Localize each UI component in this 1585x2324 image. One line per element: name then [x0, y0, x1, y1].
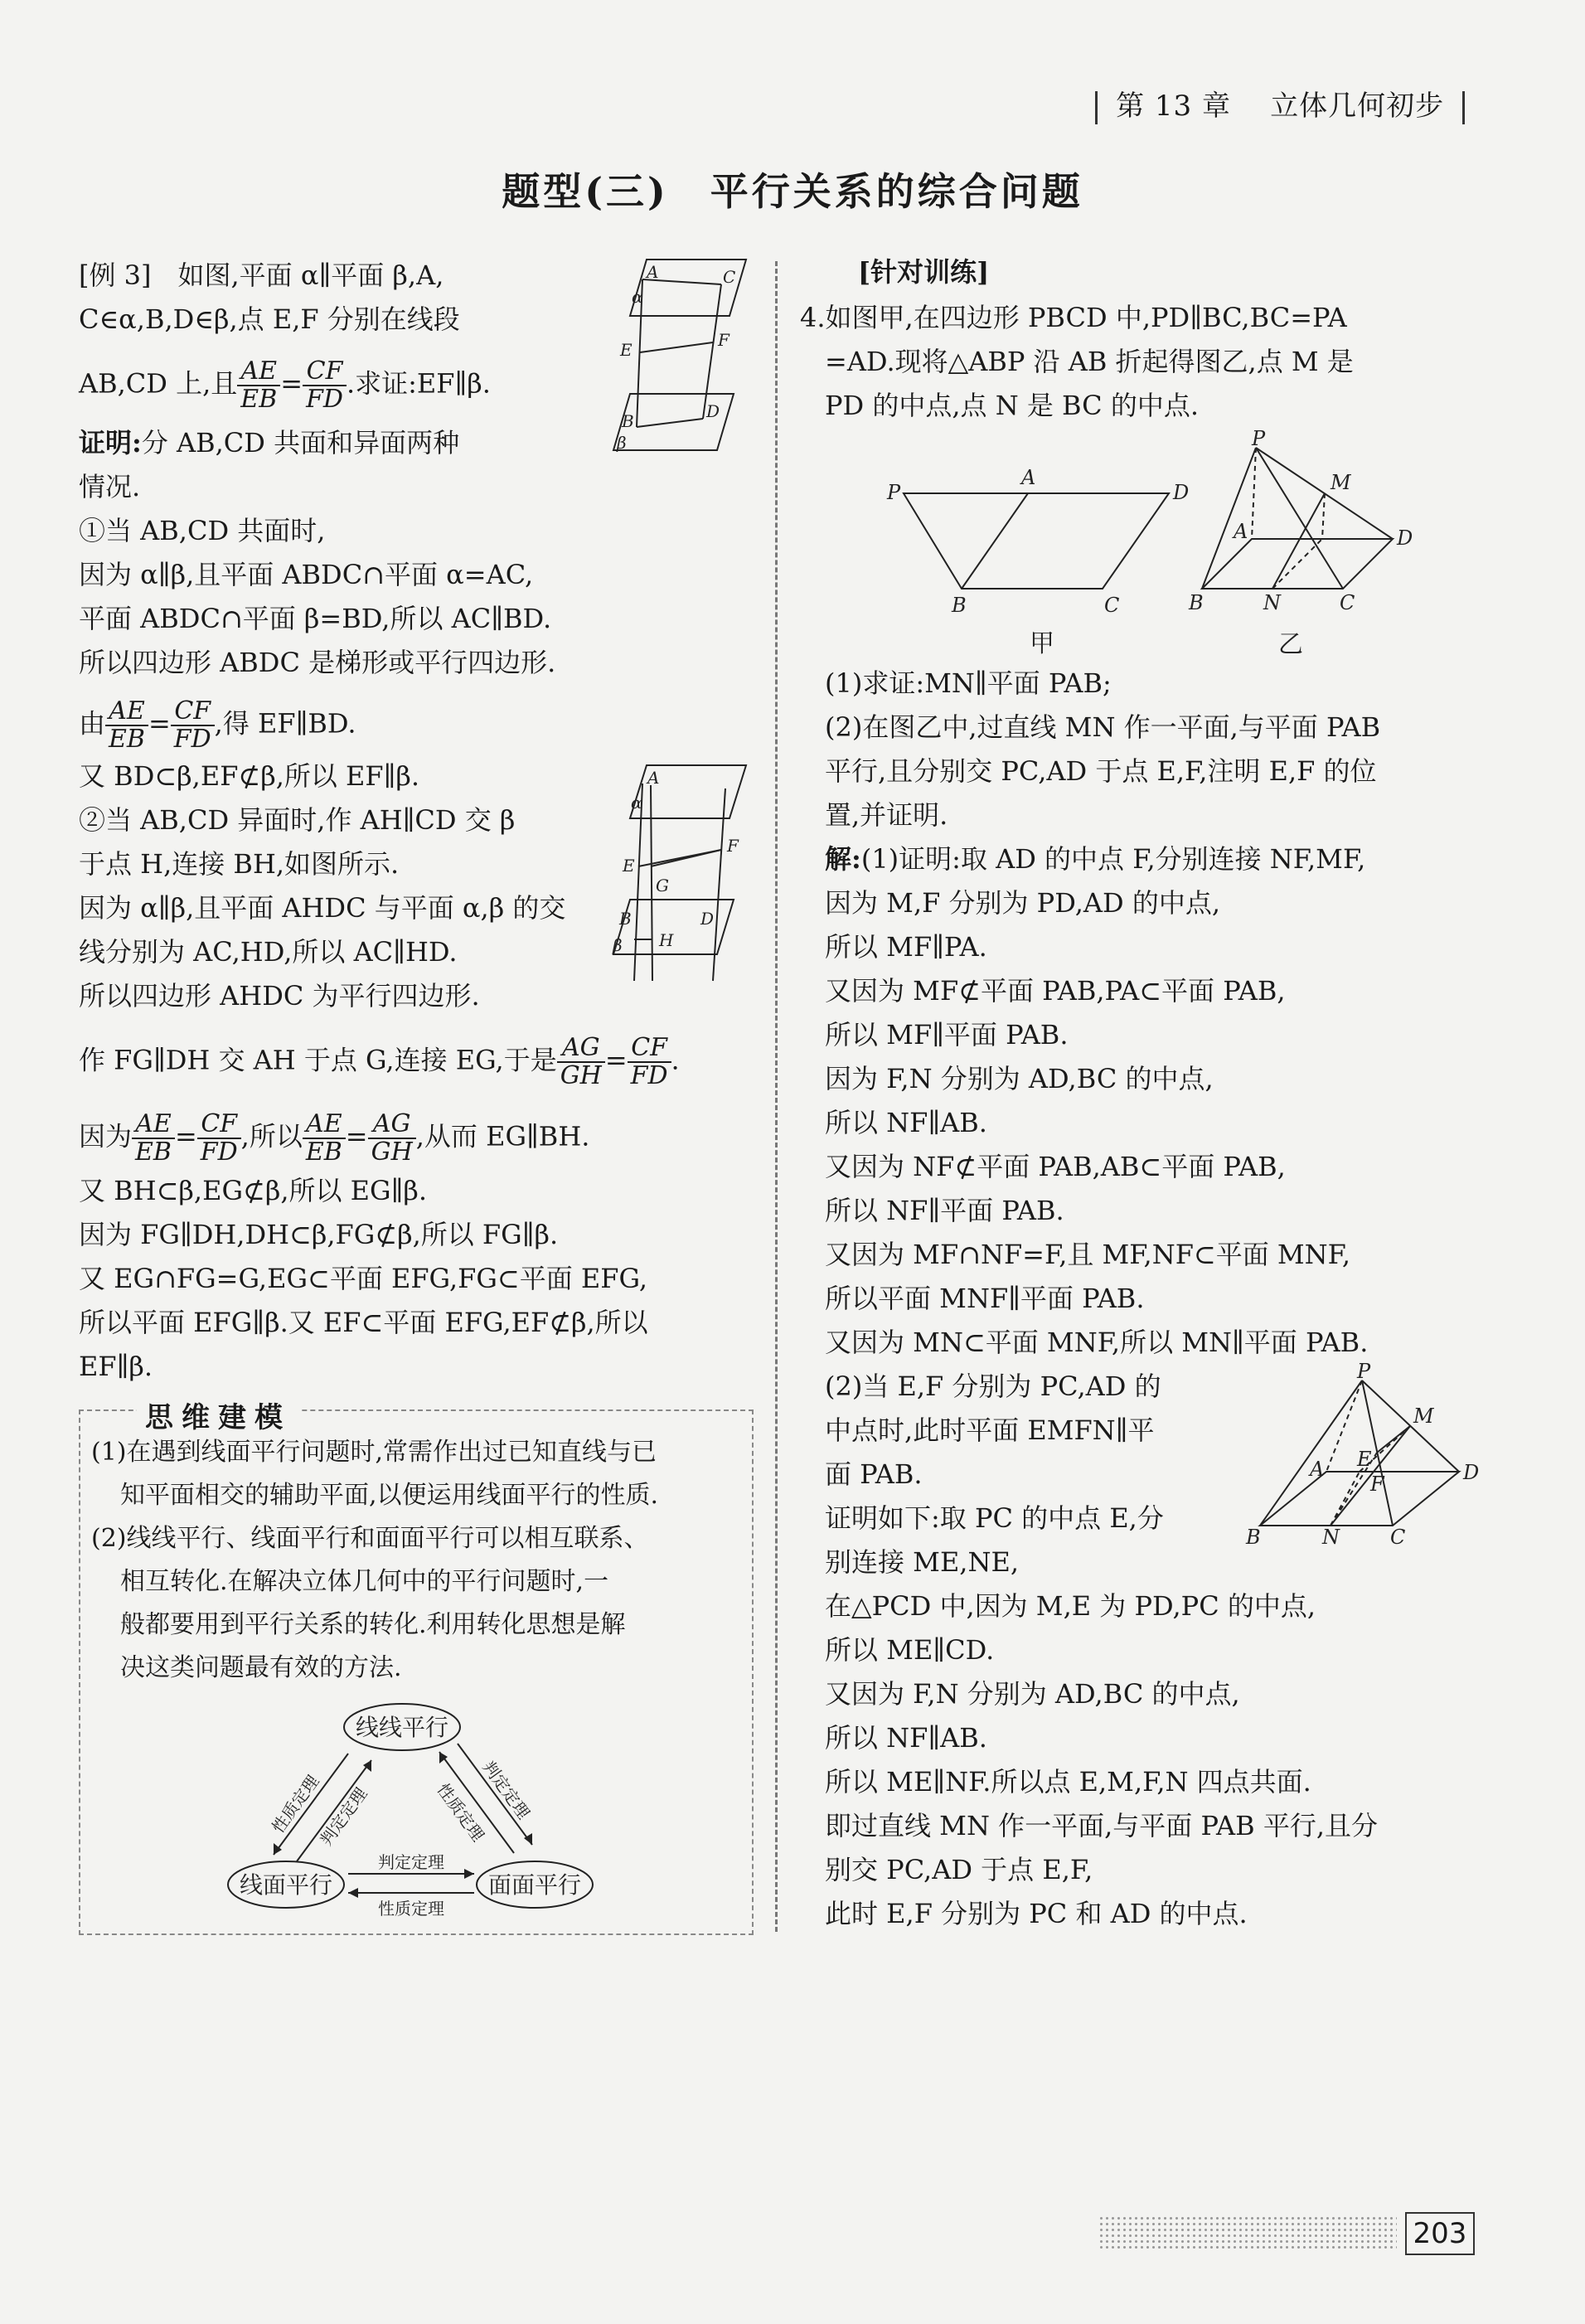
section-title: 题型(三) 平行关系的综合问题 [502, 169, 1083, 214]
proof-line-18: 又 EG∩FG=G,EG⊂平面 EFG,FG⊂平面 EFG, [79, 1263, 648, 1294]
label-c: C [1390, 1526, 1406, 1549]
answer-line-4: 又因为 MF⊄平面 PAB,PA⊂平面 PAB, [825, 975, 1286, 1007]
figure-parallel-planes-2 [601, 759, 750, 982]
fraction-cf-fd [628, 1035, 671, 1089]
label-property-bottom: 性质定理 [378, 1899, 444, 1919]
answer-line-20: 又因为 F,N 分别为 AD,BC 的中点, [825, 1678, 1240, 1710]
label-e: E [1357, 1448, 1372, 1471]
proof-line-10: 于点 H,连接 BH,如图所示. [79, 848, 400, 880]
edge-pa [1252, 448, 1256, 539]
model-line-4: 相互转化.在解决立体几何中的平行问题时,一 [120, 1567, 609, 1596]
figure-jia [879, 464, 1190, 663]
example-line-3-text: AB,CD 上,且 [79, 367, 238, 400]
model-line-2: 知平面相交的辅助平面,以便运用线面平行的性质. [120, 1481, 659, 1510]
frac-num: CF [303, 358, 347, 386]
label-p: P [1252, 427, 1266, 450]
thinking-model-title: 思维建模 [137, 1395, 299, 1435]
training-title: [针对训练] [858, 256, 990, 288]
question-line-3: PD 的中点,点 N 是 BC 的中点. [825, 390, 1199, 421]
chapter-label: 第 13 章 [1116, 90, 1231, 123]
proof-line-14: 作 FG∥DH 交 AH 于点 G,连接 EG,于是 $\frac{AG}{GH}$ = $\frac{CF}{FD}$ . [79, 1033, 680, 1090]
answer-line-17: 别连接 ME,NE, [825, 1546, 1020, 1578]
answer-line-12: 又因为 MN⊂平面 MNF,所以 MN∥平面 PAB. [825, 1327, 1369, 1358]
edge-pd [1362, 1380, 1459, 1472]
proof-line-7-text: 由 [79, 707, 106, 740]
proof-line-20: EF∥β. [79, 1351, 153, 1382]
frac-den: GH [560, 1061, 602, 1090]
label-property-right: 性质定理 [433, 1779, 488, 1846]
proof-line-13: 所以四边形 AHDC 为平行四边形. [79, 980, 480, 1012]
fraction-cf-fd [303, 358, 347, 413]
label-d: D [706, 401, 720, 421]
label-e: E [620, 340, 633, 360]
proof-line-14-text: 作 FG∥DH 交 AH 于点 G,连接 EG,于是 [79, 1044, 557, 1076]
proof-line-8: 又 BD⊂β,EF⊄β,所以 EF∥β. [79, 760, 420, 792]
label-b: B [622, 411, 634, 431]
frac-den: EB [305, 1138, 342, 1167]
model-line-3: (2)线线平行、线面平行和面面平行可以相互联系、 [91, 1524, 649, 1553]
label-c: C [1340, 591, 1355, 614]
line-gf [651, 850, 721, 866]
label-g: G [656, 876, 669, 895]
frac-num: AG [557, 1035, 605, 1063]
label-n: N [1322, 1526, 1340, 1549]
example-line-1: [例 3] 如图,平面 α∥平面 β,A, [79, 260, 444, 291]
base-abcd [1202, 539, 1393, 589]
footer-dot-pattern [1098, 2215, 1397, 2249]
node-top-label: 线线平行 [355, 1714, 449, 1741]
label-judge-right: 判定定理 [478, 1757, 534, 1823]
subquestion-line-2: (2)在图乙中,过直线 MN 作一平面,与平面 PAB [825, 711, 1381, 743]
question-line-2: =AD.现将△ABP 沿 AB 折起得图乙,点 M 是 [825, 346, 1354, 377]
frac-den: FD [200, 1138, 238, 1167]
answer-line-22: 所以 ME∥NF.所以点 E,M,F,N 四点共面. [825, 1766, 1311, 1798]
label-d: D [1173, 481, 1190, 504]
chapter-topic: 立体几何初步 [1270, 90, 1445, 123]
frac-num: AE [237, 358, 280, 386]
proof-line-1 [79, 426, 459, 459]
answer-line-7: 所以 NF∥AB. [825, 1107, 987, 1138]
frac-den: FD [630, 1061, 668, 1090]
segment-mn [1272, 493, 1325, 589]
frac-num: CF [171, 698, 215, 726]
answer-line-2: 因为 M,F 分别为 PD,AD 的中点, [825, 887, 1220, 919]
line-ah [651, 785, 652, 981]
answer-line-1-text: (1)证明:取 AD 的中点 F,分别连接 NF,MF, [860, 843, 1366, 875]
fraction-cf-fd [197, 1111, 241, 1166]
label-property-left: 性质定理 [268, 1771, 323, 1837]
question-line-1: 4.如图甲,在四边形 PBCD 中,PD∥BC,BC=PA [800, 302, 1347, 333]
label-d: D [1397, 526, 1413, 550]
label-b: B [1246, 1526, 1261, 1549]
label-a: A [647, 262, 659, 282]
label-alpha: α [631, 793, 642, 813]
label-d: D [700, 909, 715, 929]
figure-yi [1177, 427, 1426, 663]
label-f: F [1370, 1473, 1384, 1496]
figure-solution [1239, 1360, 1496, 1559]
proof-heading: 证明: [79, 427, 142, 458]
answer-line-3: 所以 MF∥PA. [825, 931, 987, 963]
edge-pb [1202, 448, 1256, 589]
arrowhead [464, 1869, 474, 1879]
proof-line-15: 因为 $\frac{AE}{EB}$ = $\frac{CF}{FD}$ ,所以 $\frac{AE}{EB}$ = $\frac{AG}{GH}$ ,从而 EG∥BH. [79, 1109, 590, 1167]
proof-line-11: 因为 α∥β,且平面 AHDC 与平面 α,β 的交 [79, 892, 566, 924]
proof-line-1-text: 分 AB,CD 共面和异面两种 [141, 427, 460, 458]
label-alpha: α [632, 287, 643, 307]
label-c: C [723, 267, 736, 287]
answer-line-6: 因为 F,N 分别为 AD,BC 的中点, [825, 1063, 1214, 1094]
model-line-6: 决这类问题最有效的方法. [120, 1653, 402, 1682]
frac-den: FD [306, 385, 343, 414]
answer-line-18: 在△PCD 中,因为 M,E 为 PD,PC 的中点, [825, 1590, 1316, 1622]
label-d: D [1463, 1461, 1480, 1484]
fraction-cf-fd [171, 698, 215, 753]
quadrilateral-pbcd [904, 493, 1169, 589]
proof-line-17: 因为 FG∥DH,DH⊂β,FG⊄β,所以 FG∥β. [79, 1219, 559, 1250]
edge-pc [1256, 448, 1343, 589]
frac-num: AE [132, 1111, 175, 1139]
answer-line-25: 此时 E,F 分别为 PC 和 AD 的中点. [825, 1898, 1248, 1929]
base-abcd [1260, 1472, 1459, 1526]
answer-line-9: 所以 NF∥平面 PAB. [825, 1195, 1064, 1226]
proof-line-15-tail: ,从而 EG∥BH. [415, 1120, 590, 1152]
node-left-label: 线面平行 [239, 1871, 333, 1899]
answer-line-16: 证明如下:取 PC 的中点 E,分 [825, 1502, 1164, 1534]
answer-line-14: 中点时,此时平面 EMFN∥平 [825, 1414, 1155, 1446]
label-beta: β [613, 935, 623, 955]
caption-jia: 甲 [1030, 629, 1054, 658]
segment-nf [1272, 539, 1322, 589]
label-a: A [1310, 1458, 1325, 1481]
solution-heading: 解: [825, 843, 861, 875]
answer-line-11: 所以平面 MNF∥平面 PAB. [825, 1283, 1145, 1314]
answer-line-5: 所以 MF∥平面 PAB. [825, 1019, 1069, 1050]
label-p: P [1357, 1360, 1371, 1383]
arrowhead [348, 1888, 358, 1898]
frac-den: EB [240, 385, 278, 414]
fraction-ae-eb [132, 1111, 175, 1166]
subquestion-line-4: 置,并证明. [825, 799, 948, 831]
fraction-ae-eb [303, 1111, 346, 1166]
node-right-label: 面面平行 [487, 1871, 582, 1899]
example-line-2: C∈α,B,D∈β,点 E,F 分别在线段 [79, 303, 460, 335]
segment-ef [640, 342, 713, 352]
frac-num: CF [197, 1111, 241, 1139]
example-line-3-tail: .求证:EF∥β. [346, 367, 491, 400]
line-ab [634, 784, 642, 981]
proof-line-7-tail: ,得 EF∥BD. [214, 707, 356, 740]
answer-line-15: 面 PAB. [825, 1458, 923, 1490]
segment-ab [962, 493, 1028, 589]
proof-line-5: 平面 ABDC∩平面 β=BD,所以 AC∥BD. [79, 603, 552, 634]
label-a: A [647, 768, 660, 788]
answer-line-1 [825, 842, 1365, 876]
segment-bd [637, 419, 703, 427]
segment-nf [1331, 1472, 1360, 1526]
label-e: E [623, 856, 635, 876]
subquestion-line-3: 平行,且分别交 PC,AD 于点 E,F,注明 E,F 的位 [825, 755, 1377, 787]
answer-line-24: 别交 PC,AD 于点 E,F, [825, 1854, 1093, 1885]
answer-line-21: 所以 NF∥AB. [825, 1722, 987, 1754]
parallel-relations-diagram [207, 1696, 622, 1928]
label-m: M [1331, 471, 1351, 494]
answer-line-23: 即过直线 MN 作一平面,与平面 PAB 平行,且分 [825, 1810, 1379, 1841]
label-m: M [1413, 1405, 1434, 1428]
fraction-ae-eb [105, 698, 148, 753]
label-a: A [1234, 520, 1248, 543]
fraction-ag-gh [557, 1035, 605, 1089]
figure-parallel-planes-1 [597, 253, 754, 452]
header-bar-left [1095, 91, 1098, 124]
proof-line-14-tail: . [671, 1044, 680, 1076]
header-bar-right [1462, 91, 1465, 124]
segment-me [1377, 1426, 1410, 1453]
label-f: F [727, 836, 739, 856]
proof-line-7: 由 $\frac{AE}{EB}$ = $\frac{CF}{FD}$ ,得 EF∥BD. [79, 696, 356, 754]
label-b: B [1189, 591, 1204, 614]
label-h: H [659, 930, 674, 950]
segment-cd [703, 284, 721, 419]
answer-line-8: 又因为 NF⊄平面 PAB,AB⊂平面 PAB, [825, 1151, 1286, 1182]
subquestion-line-1: (1)求证:MN∥平面 PAB; [825, 667, 1112, 699]
label-beta: β [617, 433, 627, 453]
frac-num: AE [303, 1111, 346, 1139]
proof-line-19: 所以平面 EFG∥β.又 EF⊂平面 EFG,EF⊄β,所以 [79, 1307, 648, 1338]
label-b: B [952, 594, 967, 617]
frac-num: CF [628, 1035, 671, 1063]
label-judge-bottom: 判定定理 [378, 1852, 444, 1872]
column-divider [775, 261, 778, 1932]
proof-line-2: 情况. [79, 471, 141, 502]
line-cd [713, 788, 725, 981]
label-f: F [718, 330, 729, 350]
proof-line-4: 因为 α∥β,且平面 ABDC∩平面 α=AC, [79, 559, 534, 590]
answer-line-19: 所以 ME∥CD. [825, 1634, 995, 1666]
segment-mf [1322, 493, 1325, 539]
edge-pb [1260, 1380, 1362, 1526]
frac-num: AG [368, 1111, 416, 1139]
answer-line-13: (2)当 E,F 分别为 PC,AD 的 [825, 1371, 1161, 1402]
frac-num: AE [105, 698, 148, 726]
proof-line-3: ①当 AB,CD 共面时, [79, 515, 326, 546]
proof-line-9: ②当 AB,CD 异面时,作 AH∥CD 交 β [79, 804, 516, 836]
proof-line-15-mid: ,所以 [240, 1120, 303, 1152]
proof-line-6: 所以四边形 ABDC 是梯形或平行四边形. [79, 647, 556, 678]
frac-den: EB [135, 1138, 172, 1167]
caption-yi: 乙 [1278, 630, 1303, 659]
frac-den: GH [371, 1138, 413, 1167]
frac-den: FD [173, 725, 211, 754]
label-b: B [619, 909, 632, 929]
fraction-ag-gh [368, 1111, 416, 1166]
proof-line-15-text: 因为 [79, 1120, 133, 1152]
label-a: A [1021, 466, 1036, 489]
frac-den: EB [109, 725, 145, 754]
model-line-1: (1)在遇到线面平行问题时,常需作出过已知直线与已 [91, 1438, 657, 1467]
label-n: N [1263, 591, 1281, 614]
model-line-5: 般都要用到平行关系的转化.利用转化思想是解 [120, 1610, 626, 1639]
proof-line-12: 线分别为 AC,HD,所以 AC∥HD. [79, 936, 458, 968]
chapter-header [1087, 83, 1473, 124]
label-p: P [887, 481, 901, 504]
example-line-3: AB,CD 上,且 $\frac{AE}{EB}$ = $\frac{CF}{FD}$ .求证:EF∥β. [79, 357, 491, 414]
fraction-ae-eb [237, 358, 280, 413]
proof-line-16: 又 BH⊂β,EG⊄β,所以 EG∥β. [79, 1175, 428, 1206]
page-number: 203 [1405, 2212, 1475, 2255]
answer-line-10: 又因为 MF∩NF=F,且 MF,NF⊂平面 MNF, [825, 1239, 1351, 1270]
label-c: C [1104, 594, 1120, 617]
label-judge-left: 判定定理 [316, 1783, 371, 1850]
